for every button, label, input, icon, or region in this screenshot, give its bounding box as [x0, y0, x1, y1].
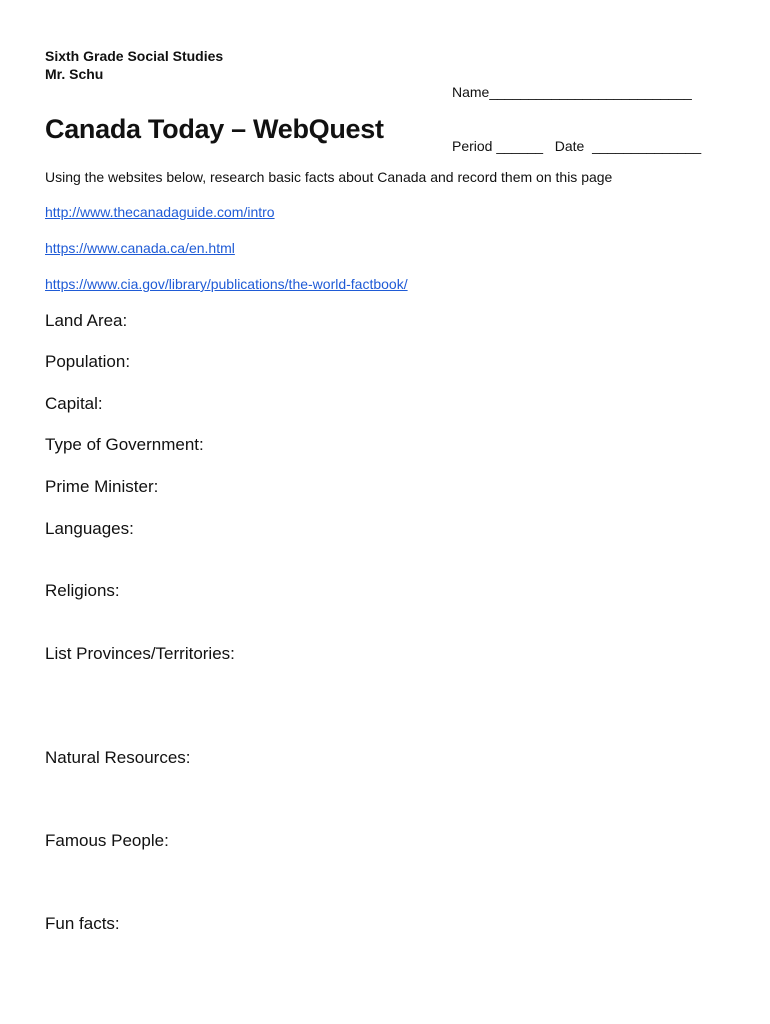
field-languages: Languages:: [45, 519, 134, 538]
instructions-text: Using the websites below, research basic facts about Canada and record them on this page: [45, 169, 613, 185]
link-world-factbook[interactable]: https://www.cia.gov/library/publications/the-world-factbook/: [45, 276, 408, 292]
link-canada-gov[interactable]: https://www.canada.ca/en.html: [45, 240, 235, 256]
header-student-info: [452, 47, 701, 173]
field-population: Population:: [45, 352, 131, 371]
page-title: Canada Today – WebQuest: [45, 114, 384, 144]
field-fun-facts: Fun facts:: [45, 914, 120, 933]
field-capital: Capital:: [45, 394, 103, 413]
name-line: Name__________________________: [452, 84, 692, 100]
field-natural-resources: Natural Resources:: [45, 748, 191, 767]
header-course-info: [45, 47, 223, 83]
field-land-area: Land Area:: [45, 311, 128, 330]
teacher-name: Mr. Schu: [45, 66, 104, 82]
link-canada-guide[interactable]: http://www.thecanadaguide.com/intro: [45, 204, 275, 220]
field-government: Type of Government:: [45, 435, 204, 454]
field-prime-minister: Prime Minister:: [45, 477, 159, 496]
period-date-line: Period ______ Date ______________: [452, 138, 702, 154]
field-religions: Religions:: [45, 581, 120, 600]
field-provinces: List Provinces/Territories:: [45, 644, 235, 663]
field-famous-people: Famous People:: [45, 831, 169, 850]
course-name: Sixth Grade Social Studies: [45, 48, 224, 64]
